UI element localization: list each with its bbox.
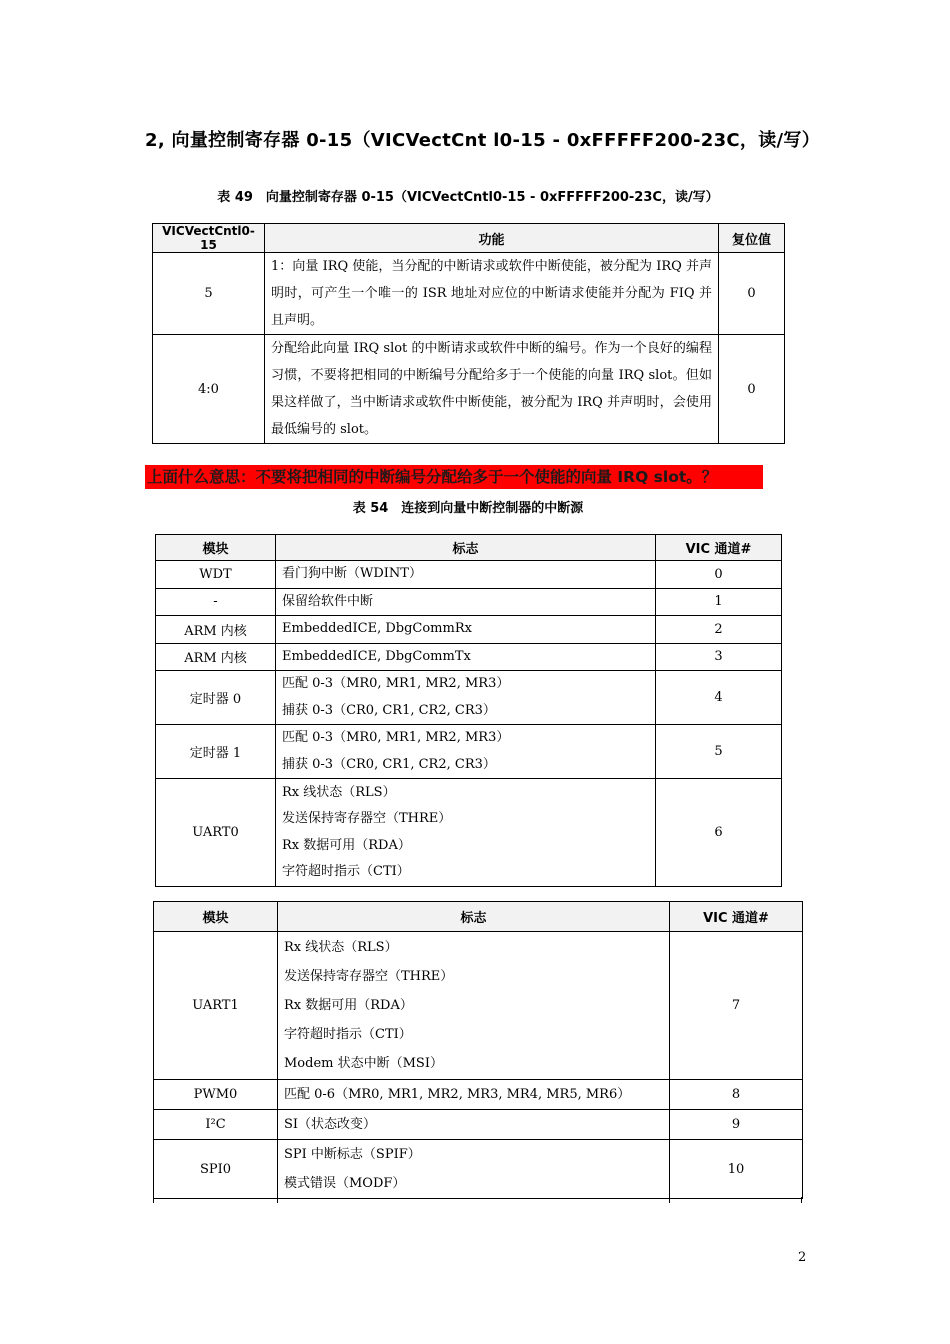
table-header-row <box>153 224 785 253</box>
table-row <box>154 1110 803 1140</box>
reset-value-cell: 0 <box>719 253 785 335</box>
reset-value-cell: 0 <box>719 335 785 444</box>
interrupt-sources-table-continued <box>153 901 803 1199</box>
flag-line: 模式错误（MODF） <box>284 1176 406 1191</box>
channel-cell: 10 <box>670 1140 803 1199</box>
column-header-reset: 复位值 <box>719 224 785 253</box>
column-header-flags: 标志 <box>276 535 656 561</box>
module-cell: PWM0 <box>154 1080 278 1110</box>
vector-control-register-table <box>152 223 785 444</box>
function-cell: 分配给此向量 IRQ slot 的中断请求或软件中断的编号。作为一个良好的编程习惯，不要将把相同的中断编号分配给多于一个使能的向量 IRQ slot。但如果这样做了，当中断请求或软件中断使能，被分配为 IRQ 并声明时，会使用最低编号的 slot。 <box>265 335 719 444</box>
flag-line: Rx 线状态（RLS） <box>284 940 398 955</box>
channel-cell: 2 <box>656 616 782 644</box>
table-continuation-edge <box>153 1197 802 1203</box>
flags-cell <box>278 1080 670 1110</box>
bit-cell: 5 <box>153 253 265 335</box>
module-cell: 定时器 0 <box>156 671 276 725</box>
flags-cell <box>276 561 656 589</box>
module-cell: ARM 内核 <box>156 616 276 644</box>
bit-cell: 4:0 <box>153 335 265 444</box>
column-header-module: 模块 <box>154 902 278 932</box>
flag-line: 匹配 0-3（MR0, MR1, MR2, MR3） <box>282 730 510 745</box>
flags-cell <box>278 1140 670 1199</box>
table-row <box>156 561 782 589</box>
table-row <box>154 932 803 1080</box>
table-header-row <box>154 902 803 932</box>
flags-cell <box>278 932 670 1080</box>
channel-cell: 0 <box>656 561 782 589</box>
flags-cell <box>276 616 656 644</box>
flag-line: Modem 状态中断（MSI） <box>284 1056 443 1071</box>
flag-line: 看门狗中断（WDINT） <box>282 566 422 581</box>
flags-cell <box>276 725 656 779</box>
module-cell: ARM 内核 <box>156 643 276 671</box>
flags-cell <box>276 588 656 616</box>
module-cell: - <box>156 588 276 616</box>
table-54-caption: 表 54 连接到向量中断控制器的中断源 <box>352 501 584 516</box>
channel-cell: 5 <box>656 725 782 779</box>
flag-line: Rx 数据可用（RDA） <box>282 837 411 853</box>
flag-line: 匹配 0-3（MR0, MR1, MR2, MR3） <box>282 676 510 691</box>
flags-cell <box>276 643 656 671</box>
section-heading: 2, 向量控制寄存器 0-15（VICVectCnt l0-15 - 0xFFFFF200-23C，读/写） <box>145 130 821 151</box>
table-row <box>156 779 782 887</box>
page-number: 2 <box>798 1250 807 1265</box>
table-49-caption: 表 49 向量控制寄存器 0-15（VICVectCntl0-15 - 0xFFFFF200-23C，读/写） <box>217 190 719 205</box>
table-row <box>153 253 785 335</box>
flags-cell <box>276 779 656 887</box>
flag-line: SPI 中断标志（SPIF） <box>284 1147 421 1162</box>
flag-line: 匹配 0-6（MR0, MR1, MR2, MR3, MR4, MR5, MR6） <box>284 1087 631 1102</box>
interrupt-sources-table <box>155 534 782 887</box>
flag-line: Rx 数据可用（RDA） <box>284 998 413 1013</box>
column-header-channel: VIC 通道# <box>656 535 782 561</box>
function-cell: 1：向量 IRQ 使能，当分配的中断请求或软件中断使能，被分配为 IRQ 并声明时，可产生一个唯一的 ISR 地址对应位的中断请求使能并分配为 FIQ 并且声明。 <box>265 253 719 335</box>
column-header-function: 功能 <box>265 224 719 253</box>
module-cell: I²C <box>154 1110 278 1140</box>
column-header-flags: 标志 <box>278 902 670 932</box>
channel-cell: 7 <box>670 932 803 1080</box>
channel-cell: 1 <box>656 588 782 616</box>
table-row <box>156 616 782 644</box>
flag-line: 字符超时指示（CTI） <box>282 864 410 879</box>
module-cell: UART0 <box>156 779 276 887</box>
table-row <box>156 725 782 779</box>
flag-line: 发送保持寄存器空（THRE） <box>282 811 452 826</box>
table-row <box>153 335 785 444</box>
flag-line: EmbeddedICE, DbgCommTx <box>282 648 471 664</box>
column-divider <box>669 1197 670 1203</box>
channel-cell: 3 <box>656 643 782 671</box>
channel-cell: 9 <box>670 1110 803 1140</box>
flag-line: 字符超时指示（CTI） <box>284 1027 412 1042</box>
flag-line: EmbeddedICE, DbgCommRx <box>282 621 472 636</box>
flag-line: SI（状态改变） <box>284 1117 377 1132</box>
column-divider <box>277 1197 278 1203</box>
column-header-module: 模块 <box>156 535 276 561</box>
table-header-row <box>156 535 782 561</box>
flags-cell <box>278 1110 670 1140</box>
module-cell: WDT <box>156 561 276 589</box>
module-cell: 定时器 1 <box>156 725 276 779</box>
column-header-bits: VICVectCntl0-15 <box>153 224 265 253</box>
flag-line: 保留给软件中断 <box>282 593 374 609</box>
table-row <box>154 1140 803 1199</box>
flag-line: 捕获 0-3（CR0, CR1, CR2, CR3） <box>282 756 496 772</box>
table-row <box>154 1080 803 1110</box>
flags-cell <box>276 671 656 725</box>
highlighted-question-note: 上面什么意思：不要将把相同的中断编号分配给多于一个使能的向量 IRQ slot。？ <box>145 465 763 489</box>
module-cell: SPI0 <box>154 1140 278 1199</box>
flag-line: Rx 线状态（RLS） <box>282 784 396 800</box>
channel-cell: 4 <box>656 671 782 725</box>
table-row <box>156 643 782 671</box>
column-header-channel: VIC 通道# <box>670 902 803 932</box>
module-cell: UART1 <box>154 932 278 1080</box>
flag-line: 捕获 0-3（CR0, CR1, CR2, CR3） <box>282 702 496 718</box>
channel-cell: 6 <box>656 779 782 887</box>
channel-cell: 8 <box>670 1080 803 1110</box>
flag-line: 发送保持寄存器空（THRE） <box>284 969 454 984</box>
table-row <box>156 671 782 725</box>
table-row <box>156 588 782 616</box>
